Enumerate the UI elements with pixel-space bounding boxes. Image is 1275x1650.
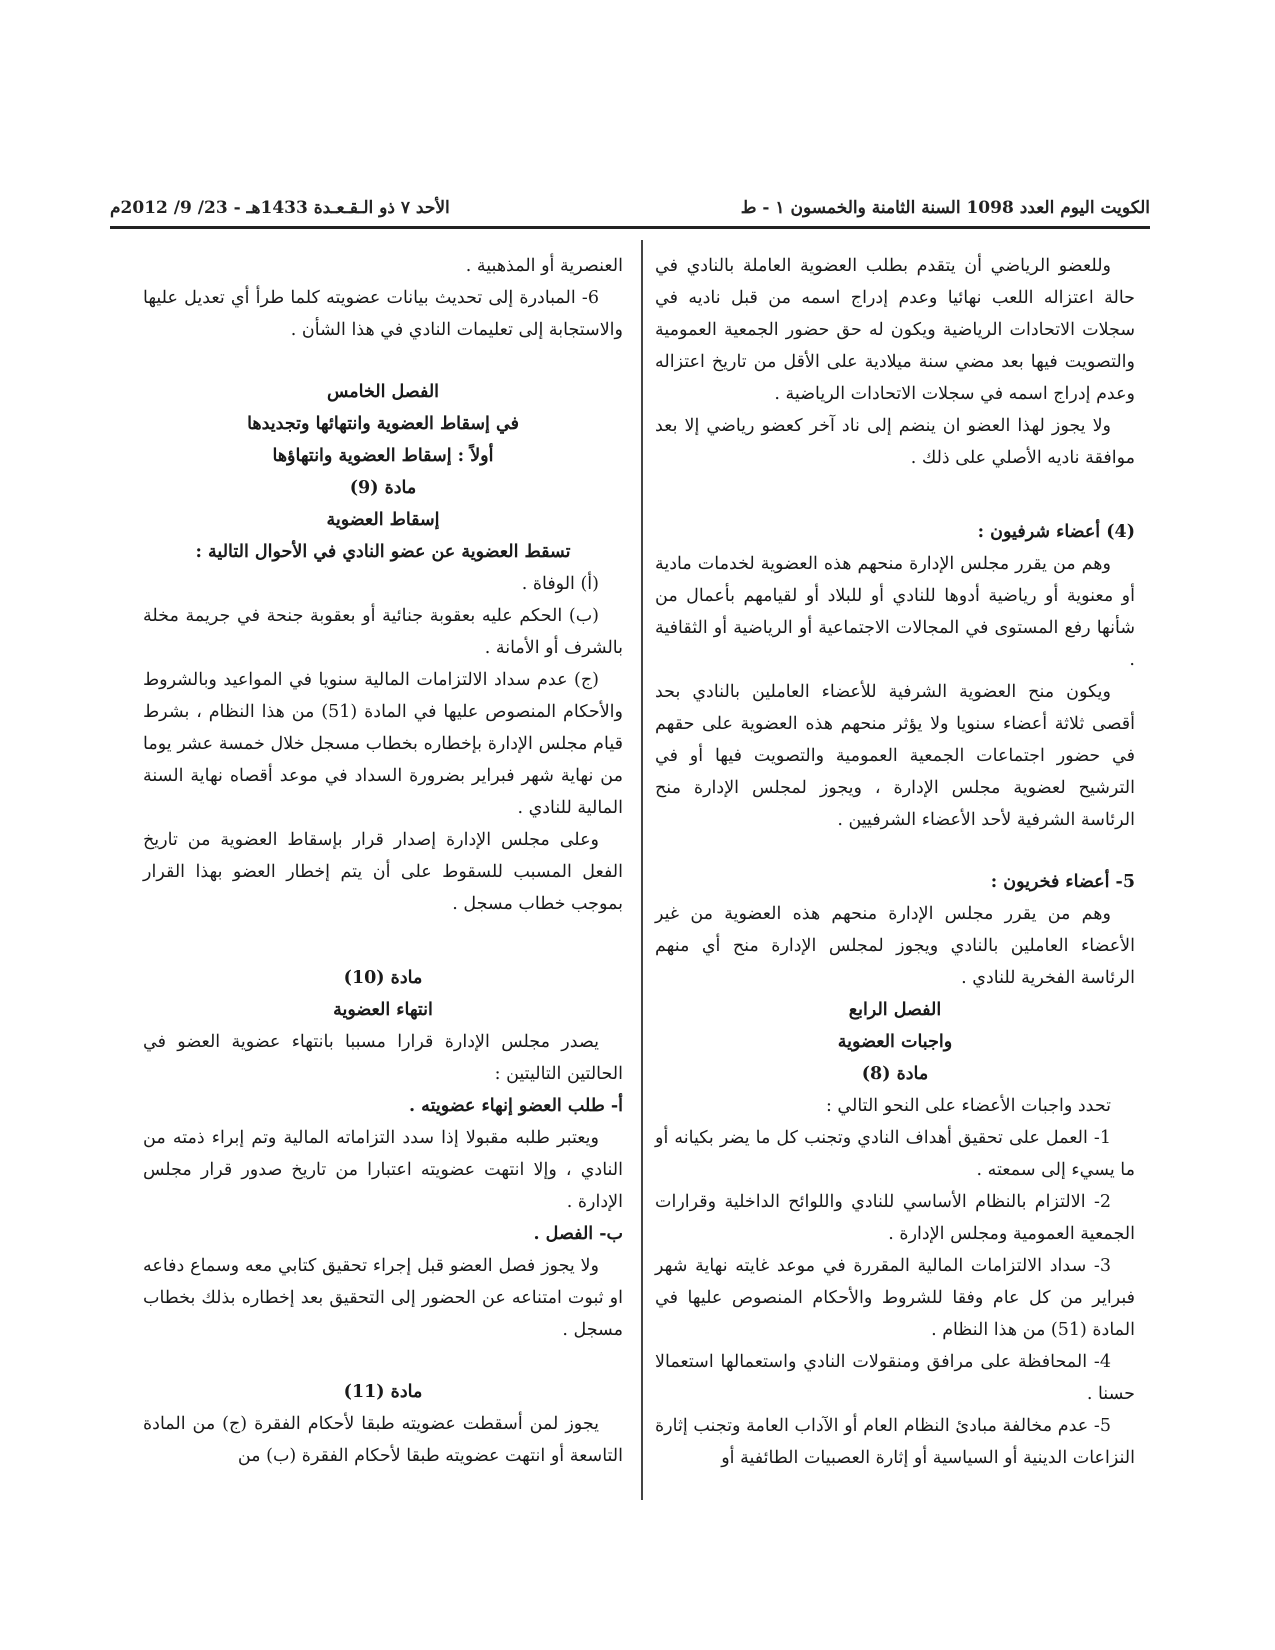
paragraph: العنصرية أو المذهبية . bbox=[465, 256, 623, 276]
paragraph: ويكون منح العضوية الشرفية للأعضاء العاملين بالنادي بحد أقصى ثلاثة أعضاء سنويا ولا يؤثر منحهم هذه العضوية على حقهم في حضور اجتماعات الجمعية العمومية والتصويت فيها أو في الترشيح لعضوية مجلس الإدارة ، ويجوز لمجلس الإدارة منح الرئاسة الشرفية لأحد الأعضاء الشرفيين . bbox=[655, 682, 1135, 830]
paragraph: وهم من يقرر مجلس الإدارة منحهم هذه العضوية لخدمات مادية أو معنوية أو رياضية أدوها للنادي أو للبلاد أو لقيامهم بأعمال من شأنها رفع المستوى في المجالات الاجتماعية أو الرياضية أو الثقافية . bbox=[655, 554, 1135, 670]
list-item: 4- المحافظة على مرافق ومنقولات النادي واستعمالها استعمالا حسنا . bbox=[655, 1352, 1135, 1404]
paragraph: تحدد واجبات الأعضاء على النحو التالي : bbox=[825, 1096, 1111, 1116]
list-item: 6- المبادرة إلى تحديث بيانات عضويته كلما طرأ أي تعديل عليها والاستجابة إلى تعليمات النادي في هذا الشأن . bbox=[143, 288, 623, 340]
article-heading: مادة (9) bbox=[349, 478, 417, 498]
article-heading: مادة (11) bbox=[343, 1382, 423, 1402]
header-date: الأحد ٧ ذو الـقـعـدة 1433هـ - 23/ 9/ 2012م bbox=[110, 198, 450, 218]
section-heading: 5- أعضاء فخريون : bbox=[990, 872, 1135, 892]
chapter-title: في إسقاط العضوية وانتهائها وتجديدها bbox=[247, 414, 519, 434]
section-heading: (4) أعضاء شرفيون : bbox=[977, 522, 1135, 542]
chapter-title: واجبات العضوية bbox=[837, 1032, 953, 1052]
subsection-heading: أ- طلب العضو إنهاء عضويته . bbox=[409, 1096, 623, 1116]
article-intro: تسقط العضوية عن عضو النادي في الأحوال التالية : bbox=[195, 542, 571, 562]
paragraph: وعلى مجلس الإدارة إصدار قرار بإسقاط العضوية من تاريخ الفعل المسبب للسقوط على أن يتم إخطار العضو بهذا القرار بموجب خطاب مسجل . bbox=[143, 830, 623, 914]
paragraph: ولا يجوز لهذا العضو ان ينضم إلى ناد آخر كعضو رياضي إلا بعد موافقة ناديه الأصلي على ذلك . bbox=[655, 416, 1135, 468]
paragraph: يصدر مجلس الإدارة قرارا مسببا بانتهاء عضوية العضو في الحالتين التاليتين : bbox=[143, 1032, 623, 1084]
header-publication: الكويت اليوم العدد 1098 السنة الثامنة والخمسون ١ - ط bbox=[740, 198, 1150, 218]
article-title: انتهاء العضوية bbox=[333, 1000, 433, 1020]
list-item: 1- العمل على تحقيق أهداف النادي وتجنب كل ما يضر بكيانه أو ما يسيء إلى سمعته . bbox=[655, 1128, 1135, 1180]
page-header bbox=[110, 193, 1150, 223]
article-title: إسقاط العضوية bbox=[326, 510, 440, 530]
paragraph: ولا يجوز فصل العضو قبل إجراء تحقيق كتابي معه وسماع دفاعه او ثبوت امتناعه عن الحضور إلى التحقيق بعد إخطاره بذلك بخطاب مسجل . bbox=[143, 1256, 623, 1340]
subsection-heading: ب- الفصل . bbox=[533, 1224, 623, 1244]
list-item: 5- عدم مخالفة مبادئ النظام العام أو الآداب العامة وتجنب إثارة النزاعات الدينية أو السياسية أو إثارة العصبيات الطائفية أو bbox=[655, 1416, 1135, 1468]
list-item: (أ) الوفاة . bbox=[521, 574, 599, 594]
list-item: (ب) الحكم عليه بعقوبة جنائية أو بعقوبة جنحة في جريمة مخلة بالشرف أو الأمانة . bbox=[143, 606, 623, 658]
paragraph: يجوز لمن أسقطت عضويته طبقا لأحكام الفقرة (ج) من المادة التاسعة أو انتهت عضويته طبقا لأحكام الفقرة (ب) من bbox=[143, 1414, 623, 1466]
column-divider bbox=[641, 240, 643, 1500]
paragraph: وللعضو الرياضي أن يتقدم بطلب العضوية العاملة بالنادي في حالة اعتزاله اللعب نهائيا وعدم إدراج اسمه من قبل ناديه في سجلات الاتحادات الرياضية ويكون له حق حضور الجمعية العمومية والتصويت فيها بعد مضي سنة ميلادية على الأقل من تاريخ اعتزاله وعدم إدراج اسمه في سجلات الاتحادات الرياضية . bbox=[655, 256, 1135, 404]
list-item: 2- الالتزام بالنظام الأساسي للنادي واللوائح الداخلية وقرارات الجمعية العمومية ومجلس الإدارة . bbox=[655, 1192, 1135, 1244]
paragraph: ويعتبر طلبه مقبولا إذا سدد التزاماته المالية وتم إبراء ذمته من النادي ، وإلا انتهت عضويته اعتبارا من تاريخ صدور قرار مجلس الإدارة . bbox=[143, 1128, 623, 1212]
list-item: (ج) عدم سداد الالتزامات المالية سنويا في المواعيد وبالشروط والأحكام المنصوص عليها في المادة (51) من هذا النظام ، بشرط قيام مجلس الإدارة بإخطاره بخطاب مسجل خلال خمسة عشر يوما من نهاية شهر فبراير بضرورة السداد في موعد أقصاه نهاية السنة المالية للنادي . bbox=[143, 670, 623, 818]
article-heading: مادة (8) bbox=[861, 1064, 929, 1084]
chapter-heading: الفصل الرابع bbox=[848, 1000, 942, 1020]
section-heading: أولاً : إسقاط العضوية وانتهاؤها bbox=[272, 446, 494, 466]
header-rule bbox=[110, 226, 1150, 229]
list-item: 3- سداد الالتزامات المالية المقررة في موعد غايته نهاية شهر فبراير من كل عام وفقا للشروط والأحكام المنصوص عليها في المادة (51) من هذا النظام . bbox=[655, 1256, 1135, 1340]
chapter-heading: الفصل الخامس bbox=[326, 382, 440, 402]
paragraph: وهم من يقرر مجلس الإدارة منحهم هذه العضوية من غير الأعضاء العاملين بالنادي ويجوز لمجلس الإدارة منح أي منهم الرئاسة الفخرية للنادي . bbox=[655, 904, 1135, 988]
right-column bbox=[655, 250, 1135, 1474]
left-column bbox=[143, 250, 623, 1472]
article-heading: مادة (10) bbox=[343, 968, 423, 988]
